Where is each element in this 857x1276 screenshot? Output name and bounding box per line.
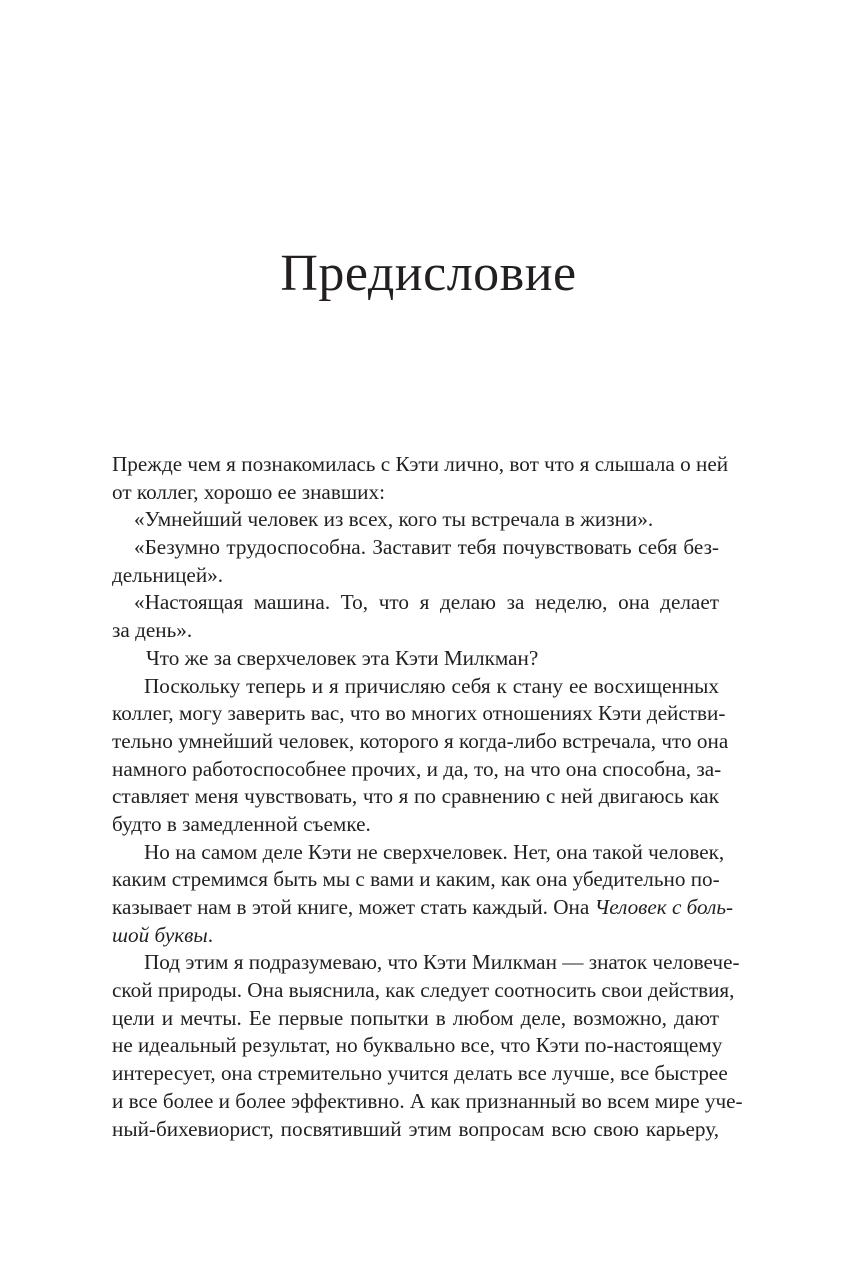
- text-line: [112, 922, 719, 950]
- text-line: дельницей».: [112, 562, 224, 587]
- chapter-title: Предисловие: [280, 245, 577, 302]
- text-line: и все более и более эффективно. А как признанный во всем мире уче-: [112, 1088, 743, 1113]
- text-line: Прежде чем я познакомилась с Кэти лично, вот что я слышала о ней: [112, 452, 729, 476]
- text-line: не идеальный результат, но буквально все, что Кэти по-настоящему: [112, 1033, 723, 1058]
- paragraph-first-line: Но на самом деле Кэти не сверхчеловек. Нет, она такой человек,: [144, 839, 725, 864]
- italic-phrase: Человек с боль-: [594, 895, 734, 919]
- text-line: будто в замедленной съемке.: [112, 811, 371, 836]
- text-line: [112, 894, 734, 922]
- text-line: от коллег, хорошо ее знавших:: [112, 479, 385, 504]
- line-text: казывает нам в этой книге, может стать каждый. Она: [112, 895, 595, 919]
- text-line: ный-бихевиорист, посвятивший этим вопросам всю свою карьеру,: [112, 1116, 719, 1141]
- italic-phrase: шой буквы: [112, 922, 208, 947]
- quote-line: «Умнейший человек из всех, кого ты встречала в жизни».: [134, 507, 654, 532]
- line-text: .: [207, 922, 214, 947]
- paragraph-first-line: Поскольку теперь и я причисляю себя к стану ее восхищенных: [144, 673, 719, 698]
- quote-line: «Безумно трудоспособна. Заставит тебя почувствовать себя без-: [134, 535, 719, 560]
- text-line: коллег, могу заверить вас, что во многих отношениях Кэти действи-: [112, 701, 726, 726]
- text-line: интересует, она стремительно учится делать все лучше, все быстрее: [112, 1061, 728, 1086]
- text-line: ской природы. Она выяснила, как следует соотносить свои действия,: [112, 978, 735, 1003]
- text-line: цели и мечты. Ее первые попытки в любом деле, возможно, дают: [112, 1005, 719, 1030]
- text-line: за день».: [112, 618, 193, 643]
- text-line: намного работоспособнее прочих, и да, то, на что она способна, за-: [112, 756, 722, 781]
- body-text: [112, 451, 743, 1143]
- question-line: Что же за сверхчеловек эта Кэти Милкман?: [146, 645, 539, 670]
- text-line: каким стремимся быть мы с вами и каким, как она убедительно по-: [112, 867, 720, 892]
- paragraph-first-line: Под этим я подразумеваю, что Кэти Милкман — знаток человече-: [144, 950, 740, 975]
- quote-line: «Настоящая машина. То, что я делаю за неделю, она делает: [134, 590, 719, 615]
- text-line: ставляет меня чувствовать, что я по сравнению с ней двигаюсь как: [112, 784, 719, 809]
- text-line: тельно умнейший человек, которого я когда-либо встречала, что она: [112, 728, 729, 753]
